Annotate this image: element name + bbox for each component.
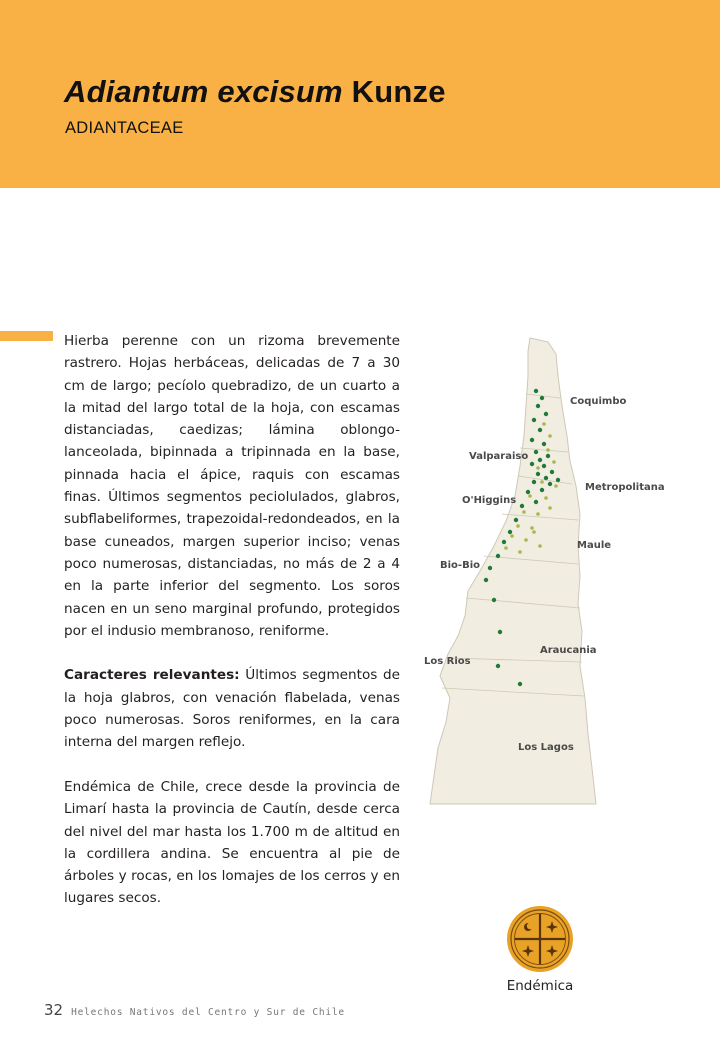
distribution-map: [420, 336, 665, 806]
map-label-losrios: Los Rios: [424, 656, 471, 667]
distribution-paragraph: Endémica de Chile, crece desde la provincia de Limarí hasta la provincia de Cautín, desde cerca del nivel del mar hasta los 1.700 m de altitud en la cordillera andina. Se encuentra al pie de árboles y rocas, en los lomajes de los cerros y en lugares secos.: [64, 778, 400, 907]
endemic-seal-icon: [506, 905, 574, 973]
map-label-metropolitana: Metropolitana: [585, 482, 665, 493]
map-label-maule: Maule: [577, 540, 612, 551]
map-label-loslagos: Los Lagos: [518, 742, 574, 753]
map-land: [430, 338, 596, 804]
map-label-biobio: Bio-Bio: [440, 560, 480, 571]
species-author: Kunze: [351, 74, 446, 109]
family-name: ADIANTACEAE: [65, 119, 184, 137]
species-title: [64, 74, 446, 110]
description-paragraph: Hierba perenne con un rizoma brevemente rastrero. Hojas herbáceas, delicadas de 7 a 30 cm de largo; pecíolo quebradizo, de un cuarto a la mitad del largo total de la hoja, con escamas distanciadas, caedizas; lámina oblongo-lanceolada, bipinnada a tripinnada en la base, pinnada hacia el ápice, raquis con escamas finas. Últimos segmentos peciolulados, glabros, subflabeliformes, trapezoidal-redondeados, en la base cuneados, margen superior inciso; venas poco numerosas, distanciadas, no más de 2 a 4 en la parte inferior del segmento. Los soros nacen en un seno marginal profundo, protegidos por el indusio membranoso, reniforme.: [64, 333, 400, 639]
book-title: Helechos Nativos del Centro y Sur de Chile: [71, 1007, 345, 1018]
map-label-araucania: Araucania: [540, 645, 597, 656]
species-name: Adiantum excisum: [64, 74, 343, 109]
page-footer: [44, 1001, 345, 1020]
relevant-text: Últimos segmentos de la hoja glabros, con venación flabelada, venas poco numerosas. Soros reniformes, en la cara interna del margen reflejo.: [64, 667, 401, 751]
section-marker: [0, 331, 53, 341]
header-band: [0, 0, 720, 188]
page-number: 32: [44, 1001, 64, 1019]
map-label-coquimbo: Coquimbo: [570, 396, 627, 407]
species-text: [64, 330, 400, 932]
relevant-label: Caracteres relevantes:: [64, 667, 240, 684]
map-label-ohiggins: O'Higgins: [462, 495, 517, 506]
relevant-paragraph: [64, 664, 400, 753]
map-label-valparaiso: Valparaiso: [469, 451, 529, 462]
status-label: Endémica: [506, 978, 574, 994]
